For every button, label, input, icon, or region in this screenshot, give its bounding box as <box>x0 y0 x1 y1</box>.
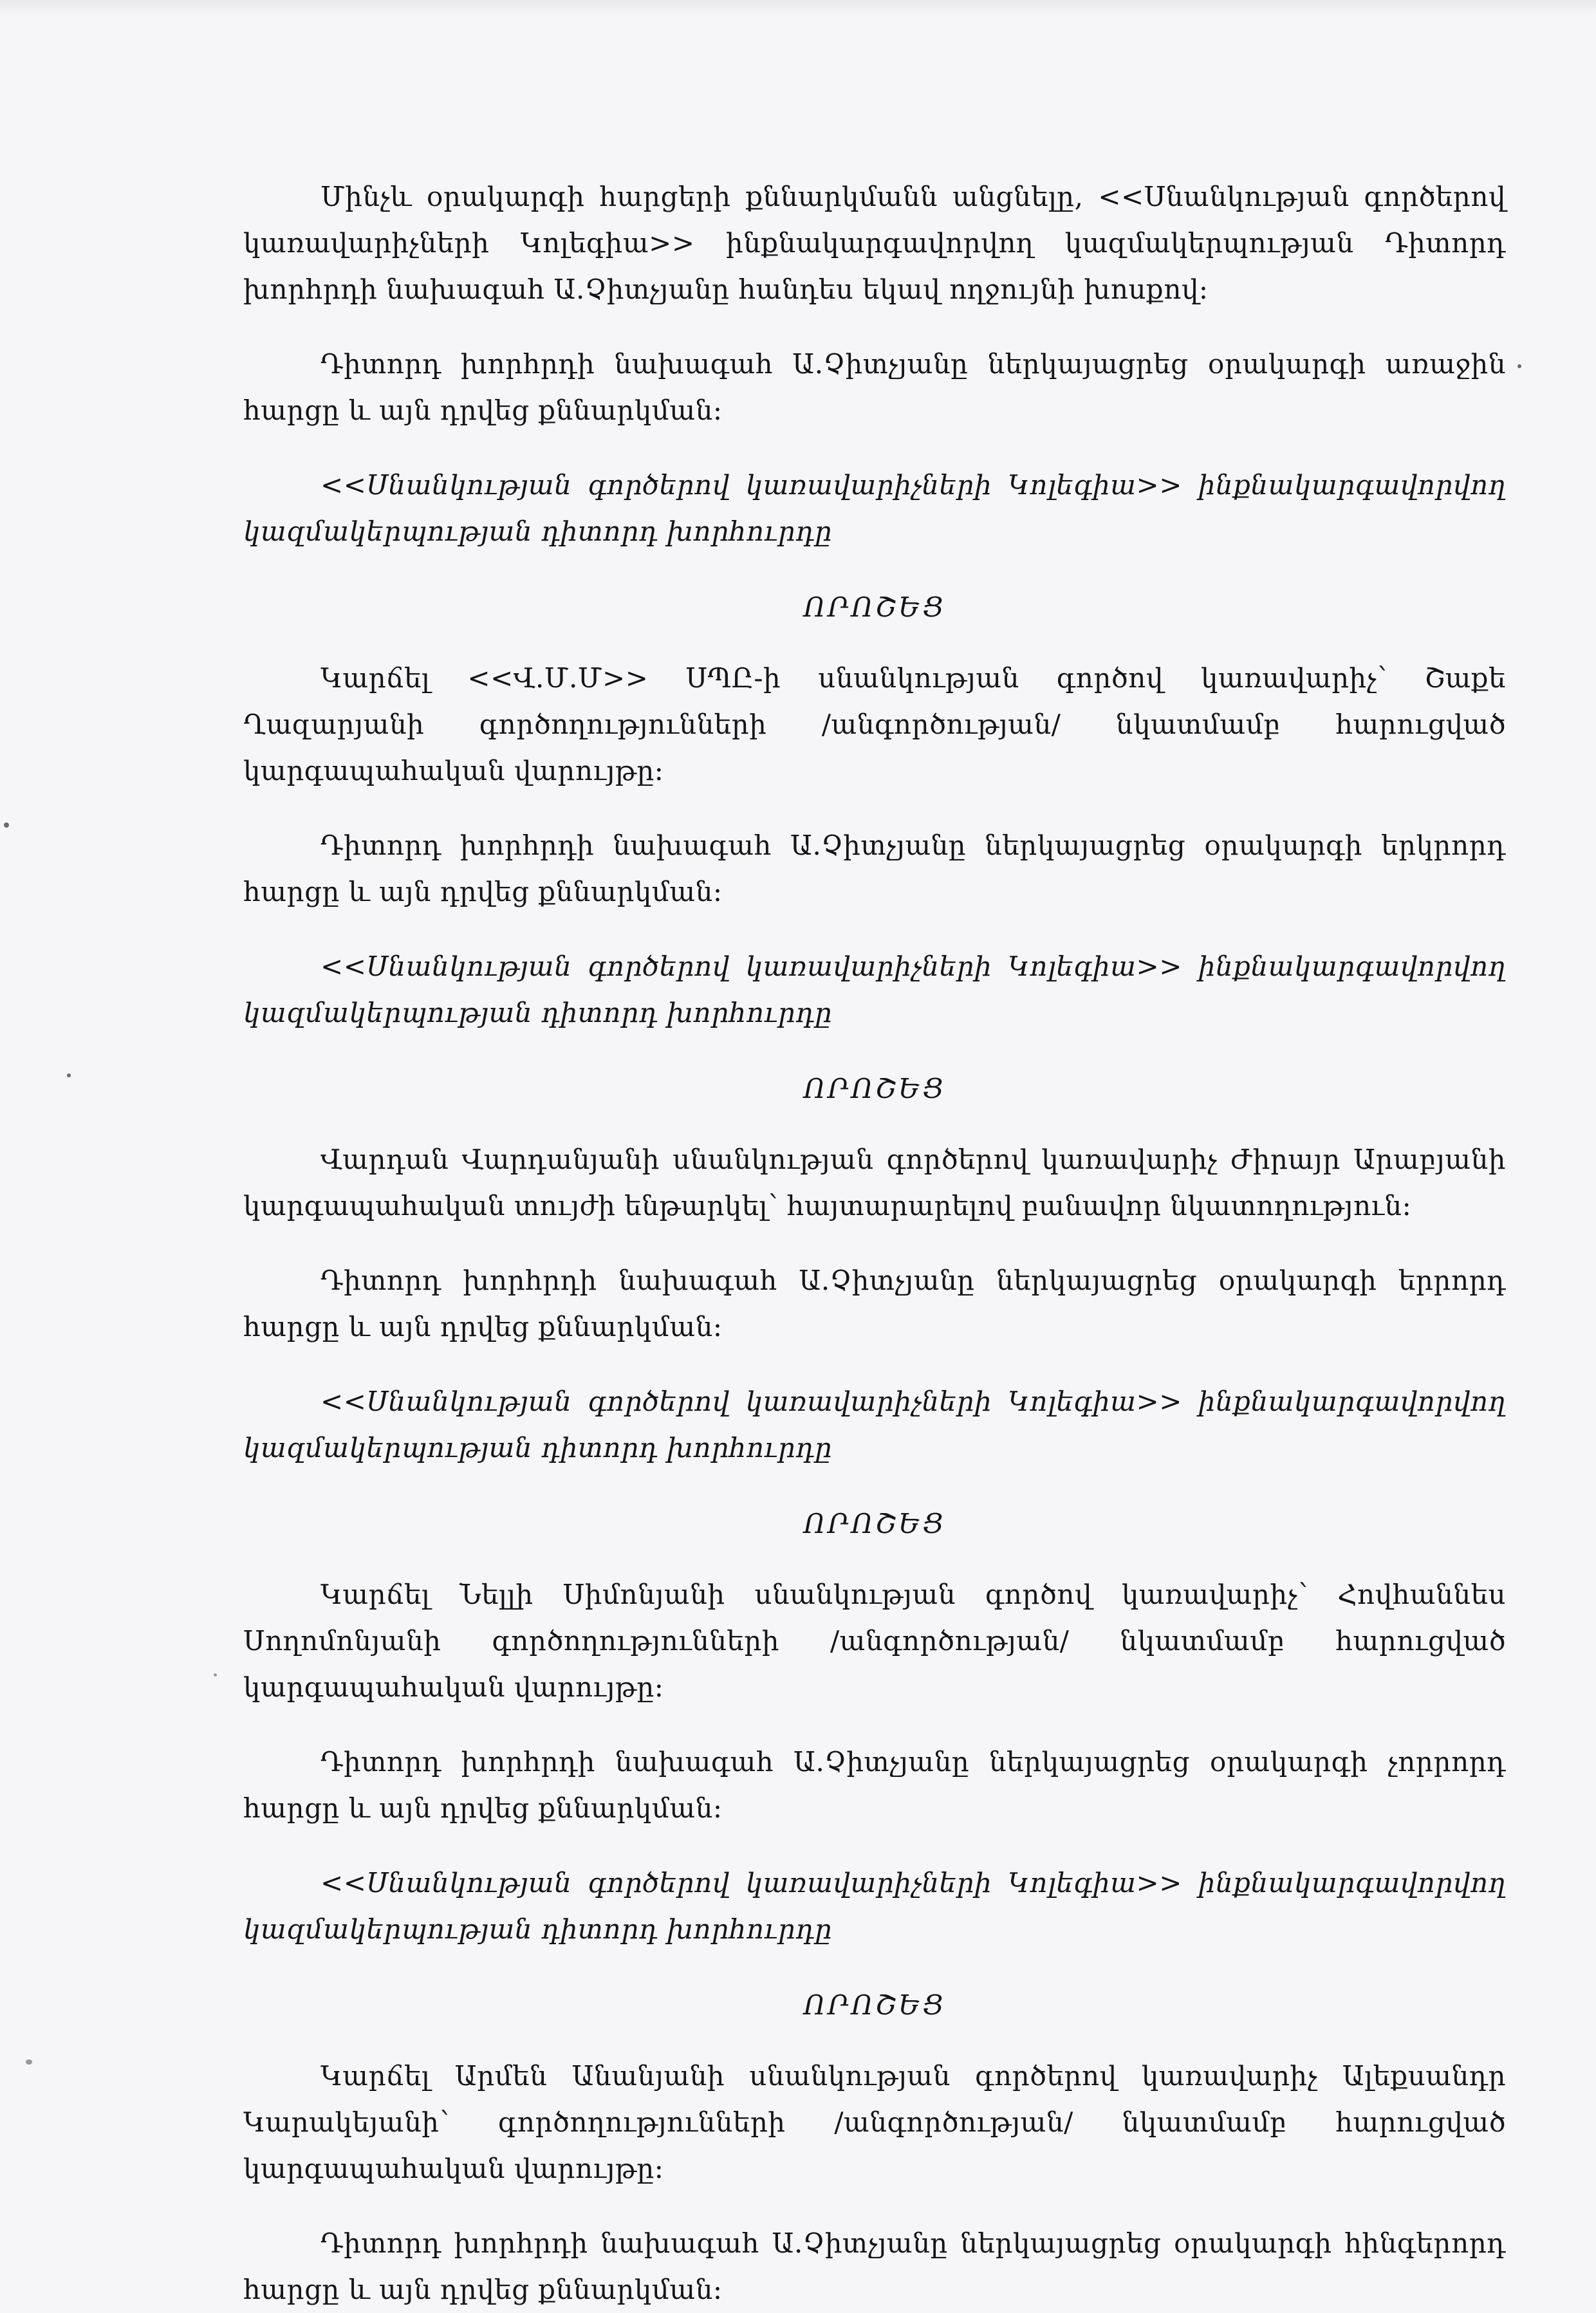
scan-speck <box>214 1673 217 1677</box>
decision-text: Կարճել <<Վ.Մ.Մ>> ՍՊԸ-ի սնանկության գործով կառավարիչ՝ Շաքե Ղազարյանի գործողությունների /անգործության/ նկատմամբ հարուցված կարգապահական վարույթը: <box>243 662 1506 786</box>
scan-speck <box>1517 364 1521 368</box>
decision-text: Վարդան Վարդանյանի սնանկության գործերով կառավարիչ Ժիրայր Արաբյանի կարգապահական տույժի ենթարկել՝ հայտարարելով բանավոր նկատողություն: <box>243 1144 1506 1222</box>
paragraph: Մինչև օրակարգի հարցերի քննարկմանն անցնելը, <<Սնանկության գործերով կառավարիչների Կոլեգիա>> ինքնակարգավորվող կազմակերպության Դիտորդ խորհրդի նախագահ Ա.Չիտչյանը հանդես եկավ ողջույնի խոսքով: <box>243 181 1506 305</box>
board-statement: <<Սնանկության գործերով կառավարիչների Կոլեգիա>> ինքնակարգավորվող կազմակերպության դիտորդ խորհուրդը <box>243 469 1506 547</box>
paragraph: Դիտորդ խորհրդի նախագահ Ա.Չիտչյանը ներկայացրեց օրակարգի հինգերորդ հարցը և այն դրվեց քննարկման: <box>243 2227 1506 2305</box>
scan-speck <box>67 1073 71 1077</box>
document-body <box>243 174 1506 2313</box>
scan-speck <box>26 2059 32 2065</box>
board-statement: <<Սնանկության գործերով կառավարիչների Կոլեգիա>> ինքնակարգավորվող կազմակերպության դիտորդ խորհուրդը <box>243 1386 1506 1463</box>
decision-text: Կարճել Արմեն Անանյանի սնանկության գործերով կառավարիչ Ալեքսանդր Կարակեյանի՝ գործողությունների /անգործության/ նկատմամբ հարուցված կարգապահական վարույթը: <box>243 2060 1506 2184</box>
decision-heading: ՈՐՈՇԵՑ <box>803 1073 946 1104</box>
paragraph: Դիտորդ խորհրդի նախագահ Ա.Չիտչյանը ներկայացրեց օրակարգի չորրորդ հարցը և այն դրվեց քննարկման: <box>243 1746 1506 1824</box>
paragraph: Դիտորդ խորհրդի նախագահ Ա.Չիտչյանը ներկայացրեց օրակարգի երրորդ հարցը և այն դրվեց քննարկման: <box>243 1265 1506 1342</box>
scan-edge <box>0 0 1596 15</box>
scan-speck <box>4 822 9 828</box>
decision-heading: ՈՐՈՇԵՑ <box>803 1989 946 2021</box>
decision-heading: ՈՐՈՇԵՑ <box>803 591 946 623</box>
paragraph: Դիտորդ խորհրդի նախագահ Ա.Չիտչյանը ներկայացրեց օրակարգի առաջին հարցը և այն դրվեց քննարկման: <box>243 348 1506 426</box>
decision-text: Կարճել Նելլի Սիմոնյանի սնանկության գործով կառավարիչ՝ Հովհաննես Սողոմոնյանի գործողությունների /անգործության/ նկատմամբ հարուցված կարգապահական վարույթը: <box>243 1579 1506 1703</box>
decision-heading: ՈՐՈՇԵՑ <box>803 1508 946 1539</box>
paragraph: Դիտորդ խորհրդի նախագահ Ա.Չիտչյանը ներկայացրեց օրակարգի երկրորդ հարցը և այն դրվեց քննարկման: <box>243 830 1506 907</box>
board-statement: <<Սնանկության գործերով կառավարիչների Կոլեգիա>> ինքնակարգավորվող կազմակերպության դիտորդ խորհուրդը <box>243 951 1506 1028</box>
board-statement: <<Սնանկության գործերով կառավարիչների Կոլեգիա>> ինքնակարգավորվող կազմակերպության դիտորդ խորհուրդը <box>243 1867 1506 1945</box>
